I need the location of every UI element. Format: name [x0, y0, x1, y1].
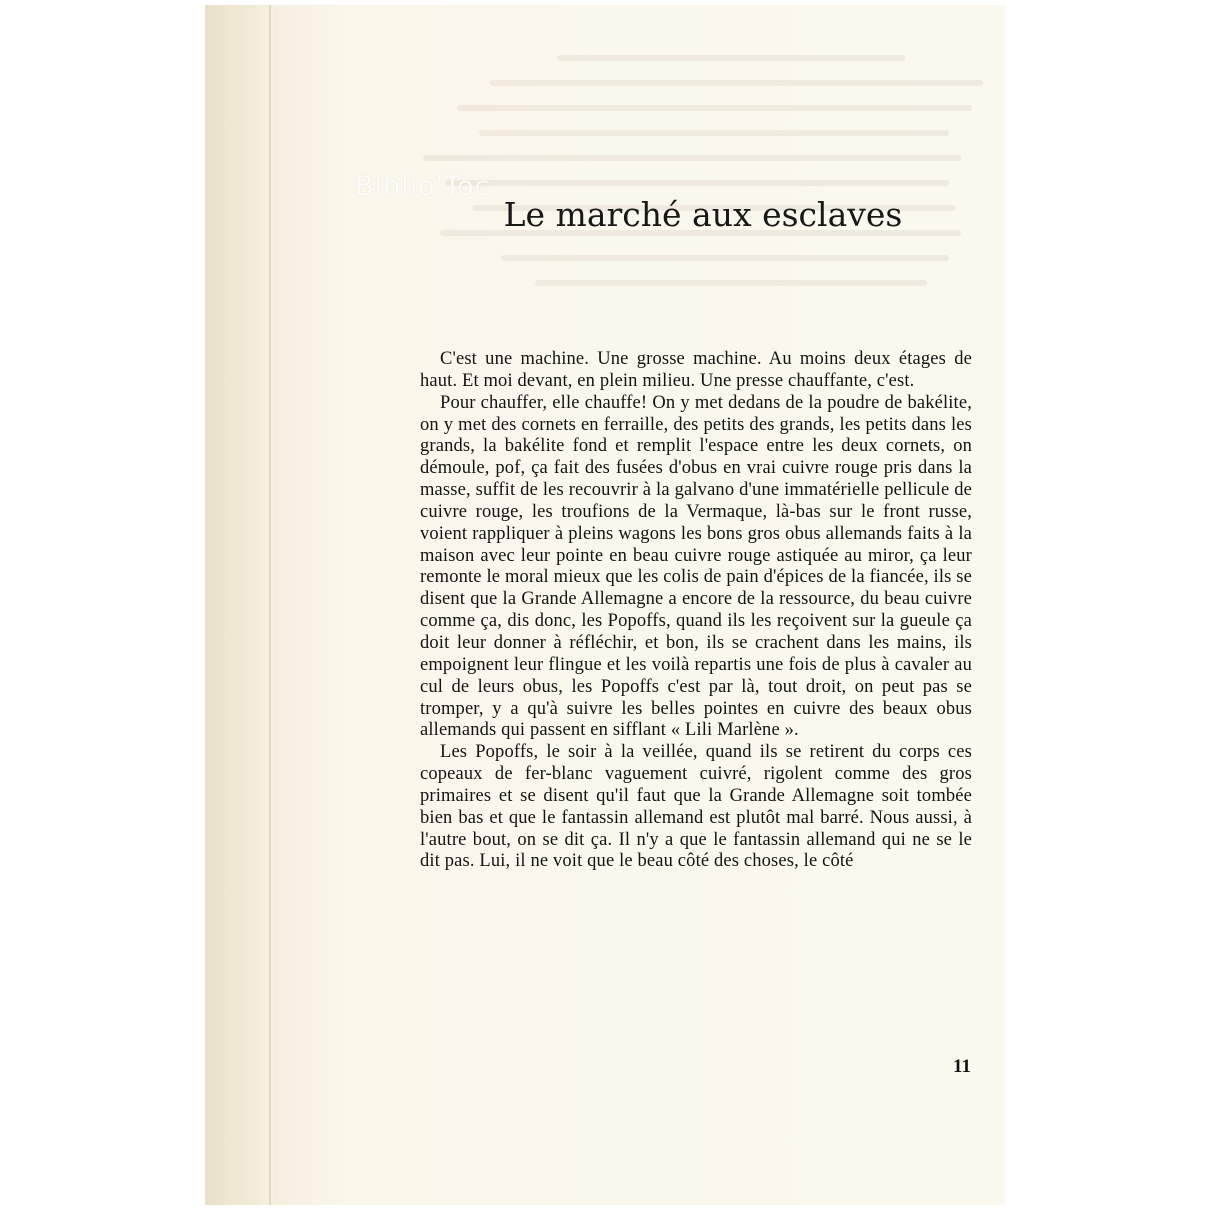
watermark-text: Biblio'Toc	[355, 171, 491, 202]
show-through-text	[423, 55, 983, 315]
body-text	[420, 349, 972, 873]
book-gutter	[205, 5, 267, 1205]
book-page-photo	[205, 5, 1005, 1205]
chapter-title: Le marché aux esclaves	[503, 195, 903, 234]
facing-page-edge	[269, 5, 271, 1205]
paragraph: Pour chauffer, elle chauffe! On y met dedans de la poudre de bakélite, on y met des cornets en ferraille, des petits des grands, les petits dans les grands, la bakélite fond et remplit l'espace entre les deux cornets, on démoule, pof, ça fait des fusées d'obus en vrai cuivre rouge pris dans la masse, suffit de les recouvrir à la galvano d'une immatérielle pellicule de cuivre rouge, les troufions de la Vermaque, là-bas sur le front russe, voient rappliquer à pleins wagons les bons gros obus allemands faits à la maison avec leur pointe en beau cuivre rouge astiquée au miror, ça leur remonte le moral mieux que les colis de pain d'épices de la fiancée, ils se disent que la Grande Allemagne a encore de la ressource, du beau cuivre comme ça, dis donc, les Popoffs, quand ils les reçoivent sur la gueule ça doit leur donner à réfléchir, et bon, ils se crachent dans les mains, ils empoignent leur flingue et les voilà repartis une fois de plus à cavaler au cul de leurs obus, les Popoffs c'est par là, tout droit, on peut pas se tromper, y a qu'à suivre les belles pointes en cuivre des beaux obus allemands qui passent en sifflant « Lili Marlène ».	[420, 392, 972, 741]
page-number: 11	[953, 1056, 971, 1077]
book-page	[273, 5, 1005, 1205]
paragraph: C'est une machine. Une grosse machine. Au moins deux étages de haut. Et moi devant, en plein milieu. Une presse chauffante, c'est.	[420, 349, 972, 391]
paragraph: Les Popoffs, le soir à la veillée, quand ils se retirent du corps ces copeaux de fer-blanc vaguement cuivré, rigolent comme des gros primaires et se disent qu'il faut que la Grande Allemagne soit tombée bien bas et que le fantassin allemand est plutôt mal barré. Nous aussi, à l'autre bout, on se dit ça. Il n'y a que le fantassin allemand qui ne se le dit pas. Lui, il ne voit que le beau côté des choses, le côté	[420, 742, 972, 872]
